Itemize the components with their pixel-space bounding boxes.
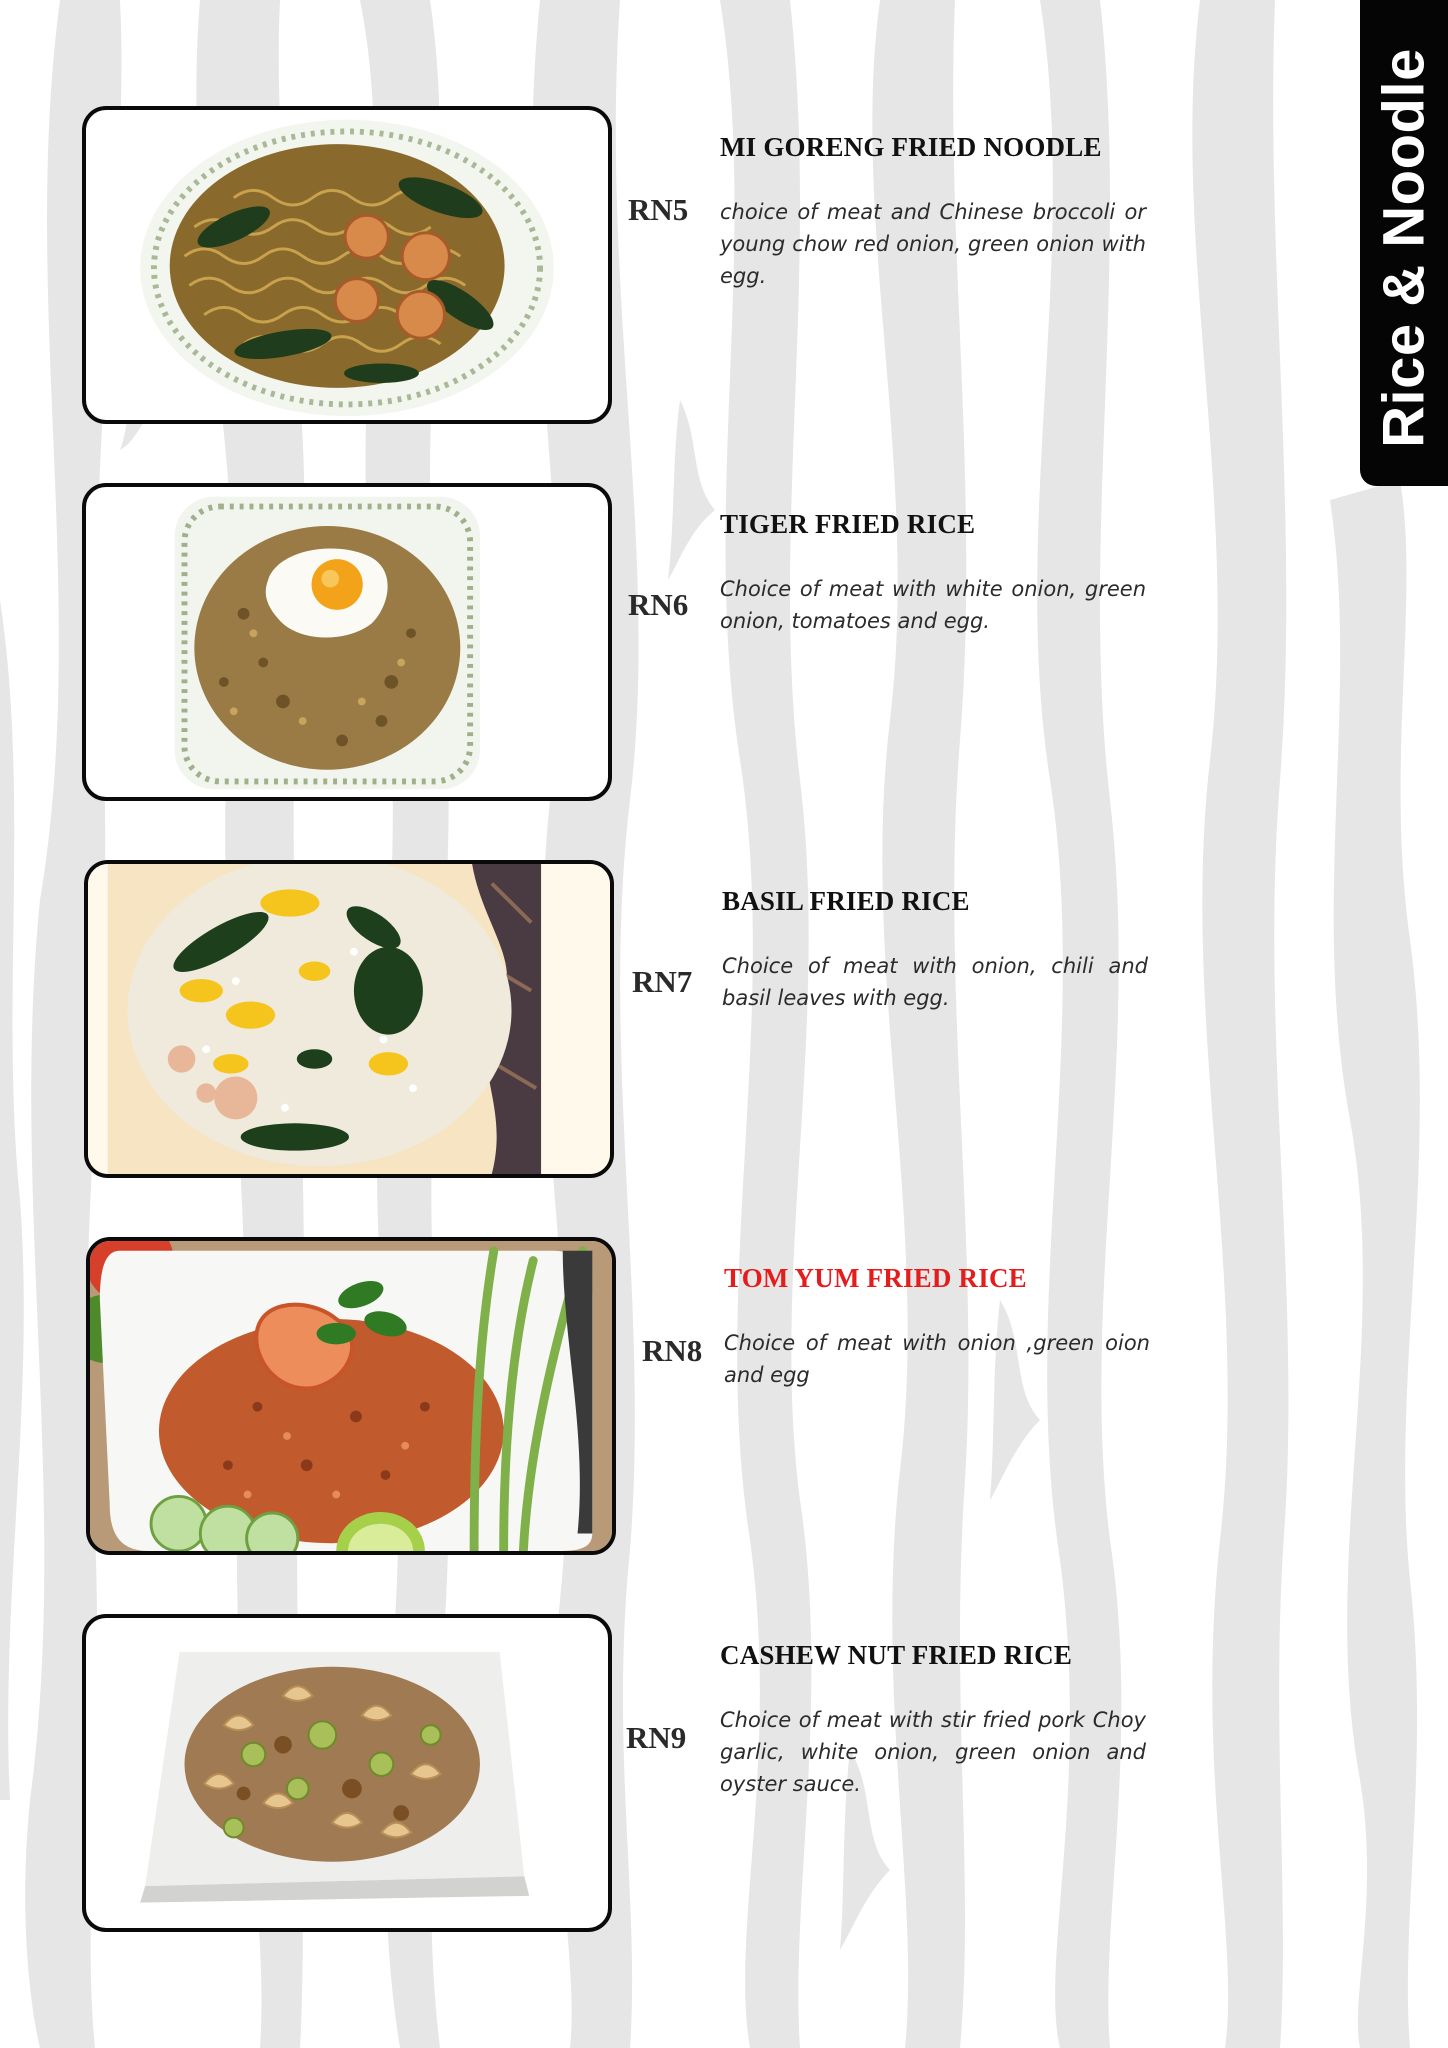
section-tab-label: Rice & Noodle — [1371, 48, 1437, 448]
item-title: TOM YUM FRIED RICE — [724, 1263, 1027, 1293]
fried-rice-egg-photo — [82, 483, 612, 801]
tom-yum-rice-photo — [86, 1237, 616, 1555]
cashew-rice-photo — [82, 1614, 612, 1932]
basil-rice-photo — [84, 860, 614, 1178]
item-code: RN9 — [626, 1720, 687, 1755]
item-title: MI GORENG FRIED NOODLE — [720, 132, 1102, 162]
item-description: Choice of meat with onion ,green oion and egg — [724, 1331, 1150, 1387]
menu-item — [0, 1237, 1200, 1559]
item-description: choice of meat and Chinese broccoli or young chow red onion, green onion with egg. — [720, 200, 1146, 288]
menu-item — [0, 860, 1200, 1182]
menu-item — [0, 106, 1200, 428]
item-code: RN8 — [642, 1333, 703, 1368]
section-tab — [1360, 0, 1448, 486]
item-description: Choice of meat with stir fried pork Choy garlic, white onion, green onion and oyster sauce. — [720, 1708, 1146, 1796]
item-description: Choice of meat with white onion, green onion, tomatoes and egg. — [720, 577, 1146, 633]
menu-item — [0, 483, 1200, 805]
item-title: TIGER FRIED RICE — [720, 509, 976, 539]
item-description: Choice of meat with onion, chili and basil leaves with egg. — [722, 954, 1148, 1010]
item-title: BASIL FRIED RICE — [722, 886, 970, 916]
item-code: RN7 — [632, 964, 693, 999]
noodle-dish-photo — [82, 106, 612, 424]
menu-item — [0, 1614, 1200, 1936]
item-code: RN6 — [628, 587, 689, 622]
item-title: CASHEW NUT FRIED RICE — [720, 1640, 1073, 1670]
item-code: RN5 — [628, 192, 689, 227]
